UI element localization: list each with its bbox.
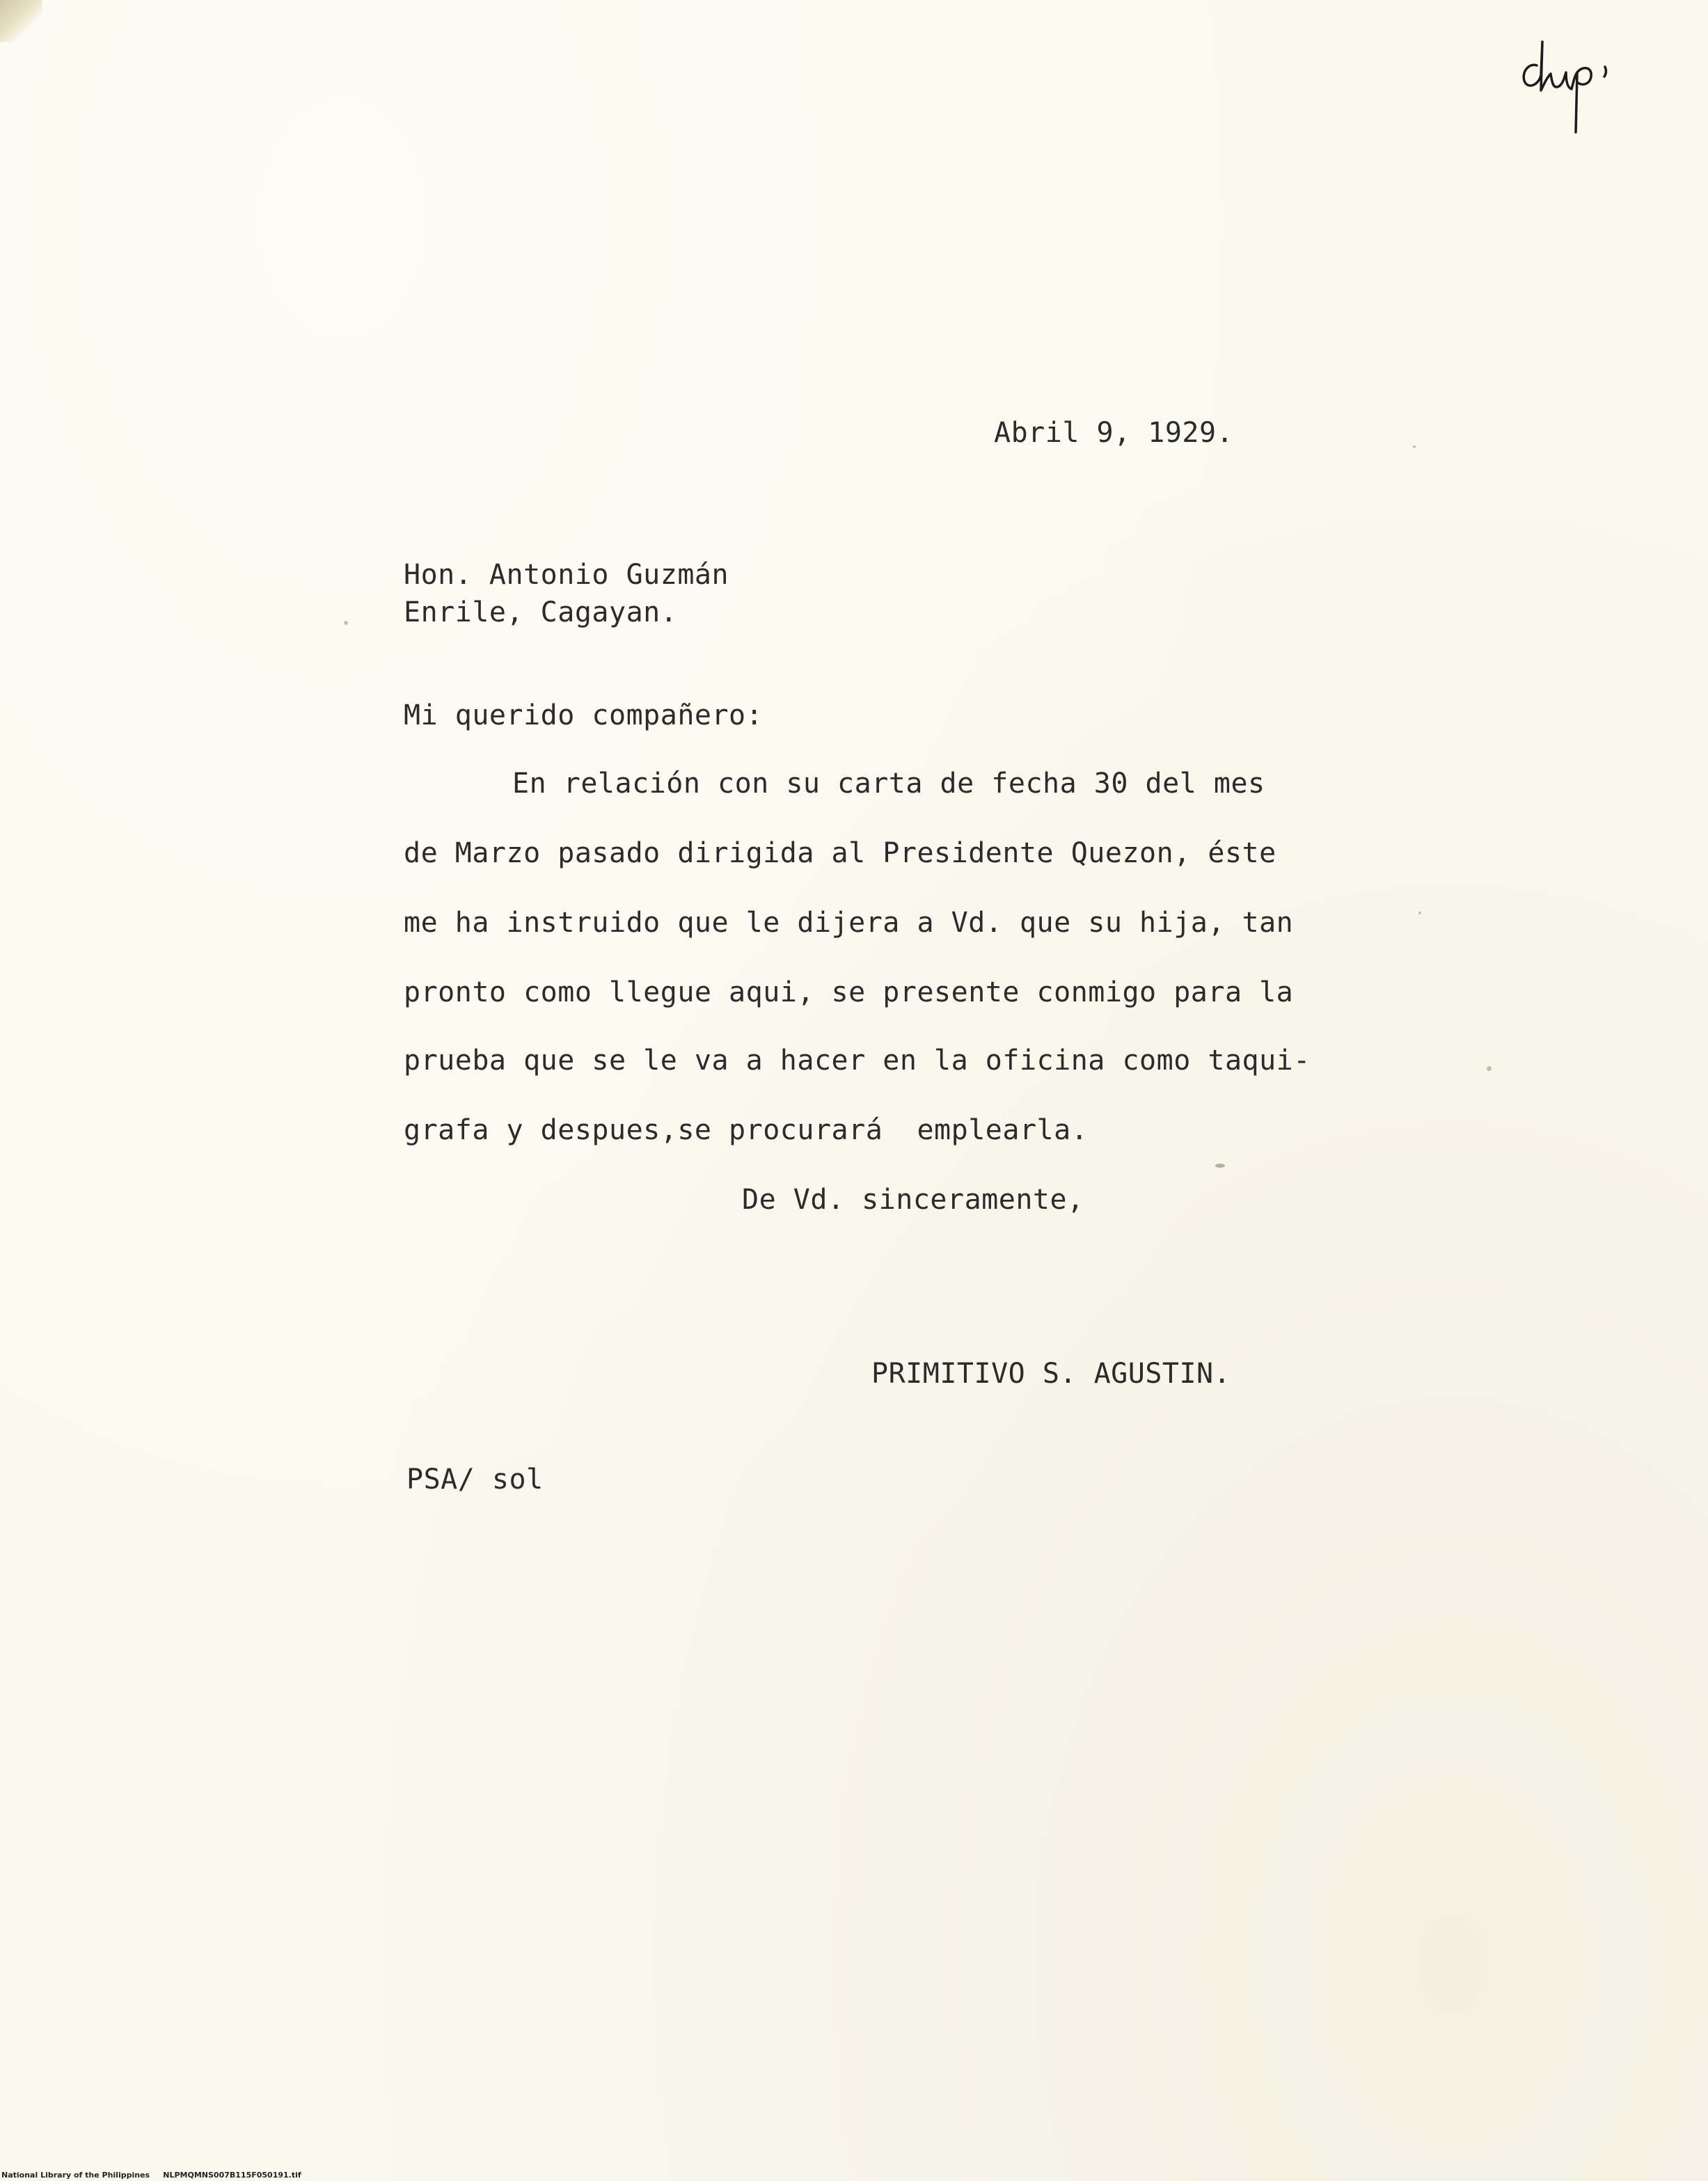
- signature-name: PRIMITIVO S. AGUSTIN.: [871, 1358, 1231, 1390]
- paper-speck: [344, 621, 348, 625]
- archive-footer: [1, 2171, 301, 2180]
- paper-speck: [1418, 912, 1421, 914]
- archive-file-name: NLPMQMNS007B115F050191.tif: [163, 2171, 301, 2180]
- paper-speck: [1487, 1066, 1492, 1071]
- paper-corner-stain: [0, 0, 42, 42]
- body-line: prueba que se le va a hacer en la oficina como taqui-: [404, 1045, 1311, 1077]
- body-line: de Marzo pasado dirigida al Presidente Quezon, éste: [404, 837, 1276, 869]
- body-line: me ha instruido que le dijera a Vd. que su hija, tan: [404, 907, 1294, 939]
- body-line: En relación con su carta de fecha 30 del mes: [512, 768, 1265, 800]
- paper-speck: [1215, 1164, 1225, 1168]
- archive-label: National Library of the Philippines: [1, 2171, 150, 2180]
- letter-date: Abril 9, 1929.: [994, 417, 1234, 449]
- paper-speck: [1413, 445, 1416, 448]
- handwritten-dup-annotation: [1517, 35, 1615, 139]
- body-line: pronto como llegue aqui, se presente conmigo para la: [404, 976, 1294, 1008]
- closing: De Vd. sinceramente,: [742, 1184, 1084, 1216]
- reference-initials: PSA/ sol: [406, 1464, 544, 1496]
- salutation: Mi querido compañero:: [404, 699, 764, 731]
- recipient-location: Enrile, Cagayan.: [404, 596, 678, 628]
- recipient-name: Hon. Antonio Guzmán: [404, 559, 729, 591]
- body-line: grafa y despues,se procurará emplearla.: [404, 1114, 1089, 1146]
